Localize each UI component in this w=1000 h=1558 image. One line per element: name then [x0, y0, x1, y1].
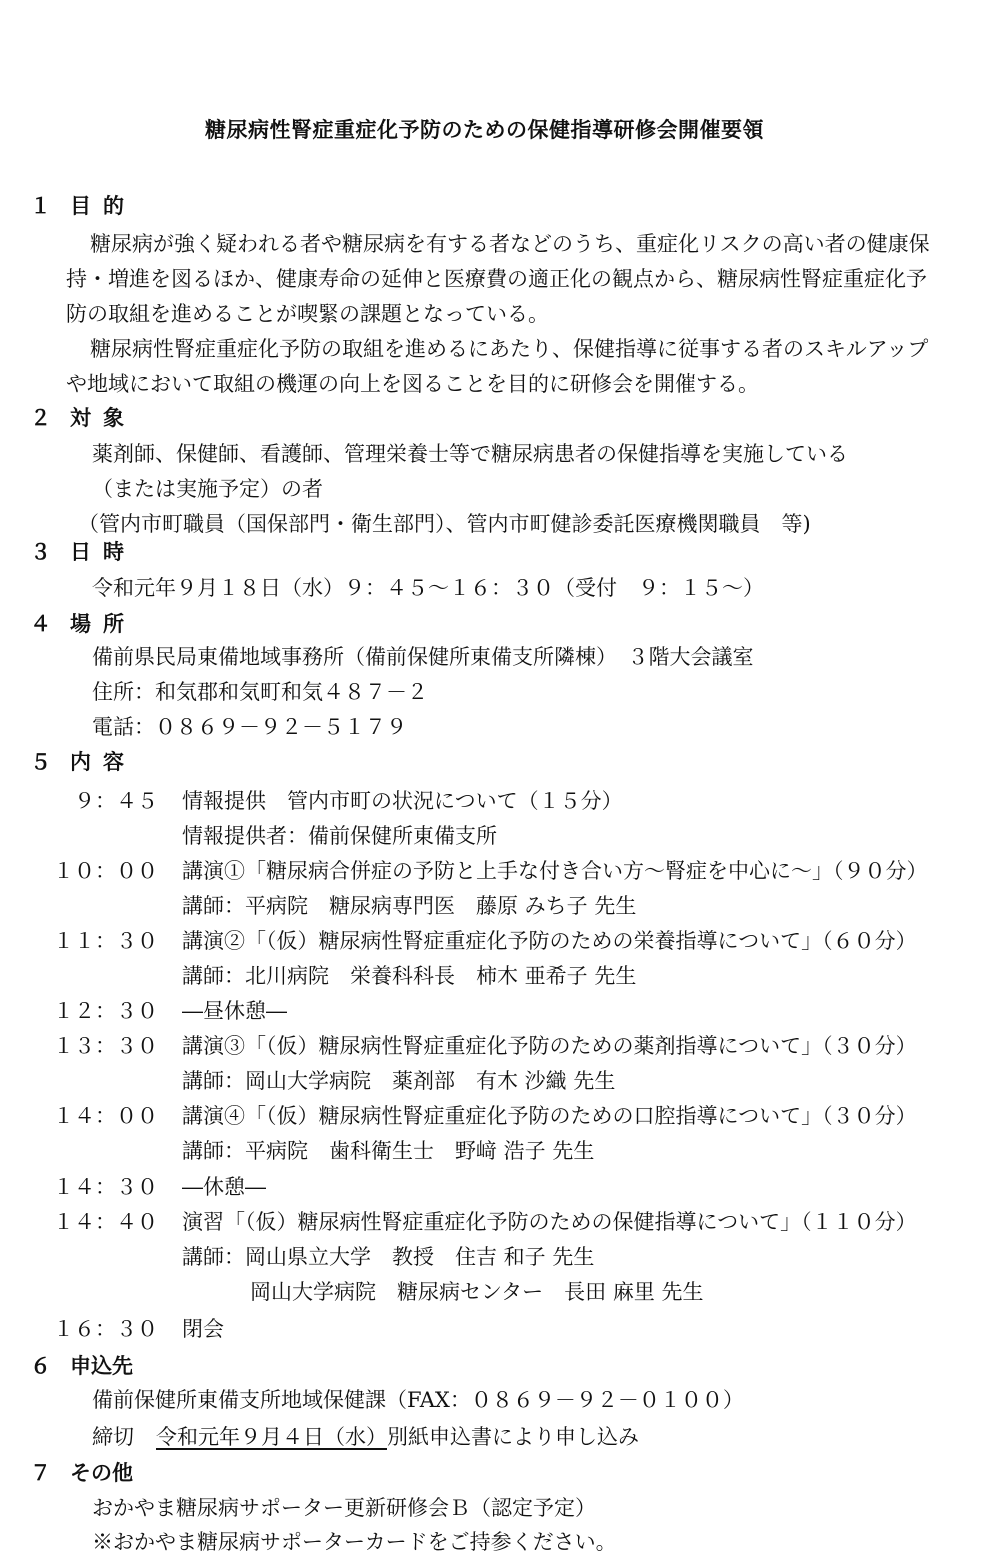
section-6-heading: 申込先 — [70, 1354, 133, 1378]
section-2-line-1: 薬剤師、保健師、看護師、管理栄養士等で糖尿病患者の保健指導を実施している — [92, 442, 848, 466]
schedule-item: 演習「（仮）糖尿病性腎症重症化予防のための保健指導について」（１１０分） — [182, 1210, 917, 1234]
section-3-heading: 日時 — [70, 540, 136, 564]
section-4-heading: 場所 — [70, 612, 136, 636]
schedule-time: １４：４０ — [53, 1210, 158, 1234]
schedule-time: １４：００ — [53, 1104, 158, 1128]
schedule-item: 講師：岡山県立大学 教授 住吉 和子 先生 — [182, 1245, 595, 1269]
schedule-item: 情報提供者：備前保健所東備支所 — [182, 824, 497, 848]
section-7-number: ７ — [30, 1461, 51, 1485]
section-7-heading: その他 — [70, 1461, 133, 1485]
schedule-item: 情報提供 管内市町の状況について（１５分） — [182, 789, 623, 813]
schedule-time: １０：００ — [53, 859, 158, 883]
schedule-item: 講師：平病院 糖尿病専門医 藤原 みち子 先生 — [182, 894, 637, 918]
schedule-time: ９：４５ — [74, 789, 158, 813]
schedule-item: 講演①「糖尿病合併症の予防と上手な付き合い方～腎症を中心に～」（９０分） — [182, 859, 928, 883]
section-3-number: ３ — [30, 540, 51, 564]
schedule-item: ―昼休憩― — [182, 999, 287, 1023]
section-7-line-1: おかやま糖尿病サポーター更新研修会Ｂ（認定予定） — [92, 1496, 596, 1520]
schedule-time: １１：３０ — [53, 929, 158, 953]
section-4-line-1: 備前県民局東備地域事務所（備前保健所東備支所隣棟） ３階大会議室 — [92, 645, 754, 669]
section-5-number: ５ — [30, 750, 51, 774]
section-1-number: １ — [30, 194, 51, 218]
schedule-item: 講演④「（仮）糖尿病性腎症重症化予防のための口腔指導について」（３０分） — [182, 1104, 917, 1128]
section-1-line-1: 糖尿病が強く疑われる者や糖尿病を有する者などのうち、重症化リスクの高い者の健康保 — [90, 232, 930, 256]
deadline-note: 別紙申込書により申し込み — [387, 1425, 639, 1449]
section-1-line-4: 糖尿病性腎症重症化予防の取組を進めるにあたり、保健指導に従事する者のスキルアップ — [90, 337, 929, 361]
section-4-line-2: 住所：和気郡和気町和気４８７－２ — [92, 680, 428, 704]
document-title: 糖尿病性腎症重症化予防のための保健指導研修会開催要領 — [205, 118, 764, 142]
application-contact: 備前保健所東備支所地域保健課（FAX：０８６９－９２－０１００） — [92, 1388, 744, 1412]
section-2-number: ２ — [30, 406, 51, 430]
section-2-line-2: （または実施予定）の者 — [92, 477, 323, 501]
schedule-item: 講演②「（仮）糖尿病性腎症重症化予防のための栄養指導について」（６０分） — [182, 929, 917, 953]
schedule-item: 講師：岡山大学病院 薬剤部 有木 沙織 先生 — [182, 1069, 616, 1093]
section-2-line-3: （管内市町職員（国保部門・衛生部門）、管内市町健診委託医療機関職員 等) — [78, 512, 811, 536]
section-1-line-2: 持・増進を図るほか、健康寿命の延伸と医療費の適正化の観点から、糖尿病性腎症重症化予 — [66, 267, 927, 291]
schedule-item: 講演③「（仮）糖尿病性腎症重症化予防のための薬剤指導について」（３０分） — [182, 1034, 917, 1058]
schedule-time: １３：３０ — [53, 1034, 158, 1058]
section-5-heading: 内容 — [70, 750, 136, 774]
section-7-line-2: ※おかやま糖尿病サポーターカードをご持参ください。 — [92, 1530, 617, 1554]
schedule-time: １６：３０ — [53, 1317, 158, 1341]
section-4-line-3: 電話：０８６９－９２－５１７９ — [92, 715, 407, 739]
deadline-line — [92, 1423, 639, 1451]
schedule-time: １２：３０ — [53, 999, 158, 1023]
schedule-item: 閉会 — [182, 1317, 224, 1341]
section-3-line-1: 令和元年９月１８日（水）９：４５～１６：３０（受付 ９：１５～） — [92, 576, 764, 600]
section-2-heading: 対象 — [70, 406, 136, 430]
section-1-line-5: や地域において取組の機運の向上を図ることを目的に研修会を開催する。 — [66, 372, 759, 396]
schedule-item: 講師：平病院 歯科衛生士 野﨑 浩子 先生 — [182, 1139, 595, 1163]
section-6-number: ６ — [30, 1354, 51, 1378]
schedule-item: 講師：北川病院 栄養科科長 柿木 亜希子 先生 — [182, 964, 637, 988]
section-4-number: ４ — [30, 612, 51, 636]
schedule-time: １４：３０ — [53, 1175, 158, 1199]
schedule-item: 岡山大学病院 糖尿病センター 長田 麻里 先生 — [250, 1280, 704, 1304]
schedule-item: ―休憩― — [182, 1175, 266, 1199]
section-1-line-3: 防の取組を進めることが喫緊の課題となっている。 — [66, 302, 549, 326]
deadline-label: 締切 — [92, 1425, 134, 1449]
deadline-date: 令和元年９月４日（水） — [156, 1425, 387, 1449]
section-1-heading: 目的 — [70, 194, 136, 218]
